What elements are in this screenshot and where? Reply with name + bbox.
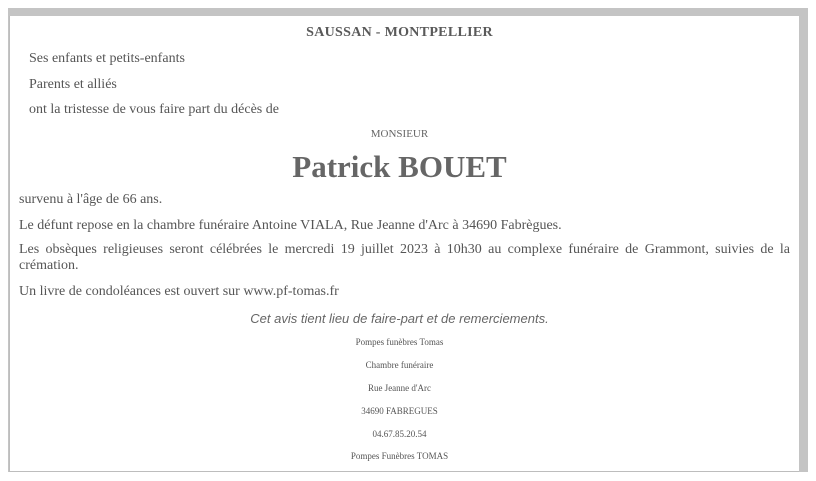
intro-line-announcement: ont la tristesse de vous faire part du décès de	[29, 102, 279, 117]
footer-company: Pompes funèbres Tomas	[355, 337, 444, 347]
footer-postal-city: 34690 FABREGUES	[361, 406, 438, 416]
civility-title: MONSIEUR	[370, 128, 429, 140]
deceased-name: Patrick BOUET	[292, 149, 507, 184]
funeral-details-paragraph: Les obsèques religieuses seront célébrées le mercredi 19 juillet 2023 à 10h30 au complexe funéraire de Grammont, suivies de la crémation.	[19, 242, 790, 273]
footer-phone: 04.67.85.20.54	[372, 429, 427, 439]
notice-card	[9, 16, 799, 472]
intro-line-children: Ses enfants et petits-enfants	[29, 51, 185, 66]
footer-street: Rue Jeanne d'Arc	[367, 383, 432, 393]
notice-statement: Cet avis tient lieu de faire-part et de remerciements.	[250, 311, 549, 326]
footer-chamber: Chambre funéraire	[365, 360, 434, 370]
footer-signature: Pompes Funèbres TOMAS	[350, 451, 449, 461]
age-line: survenu à l'âge de 66 ans.	[19, 192, 163, 207]
location-header: SAUSSAN - MONTPELLIER	[306, 25, 493, 40]
resting-place-line: Le défunt repose en la chambre funéraire Antoine VIALA, Rue Jeanne d'Arc à 34690 Fabrègues.	[19, 218, 562, 233]
intro-line-relatives: Parents et alliés	[29, 77, 117, 92]
condolences-line: Un livre de condoléances est ouvert sur www.pf-tomas.fr	[19, 284, 339, 299]
